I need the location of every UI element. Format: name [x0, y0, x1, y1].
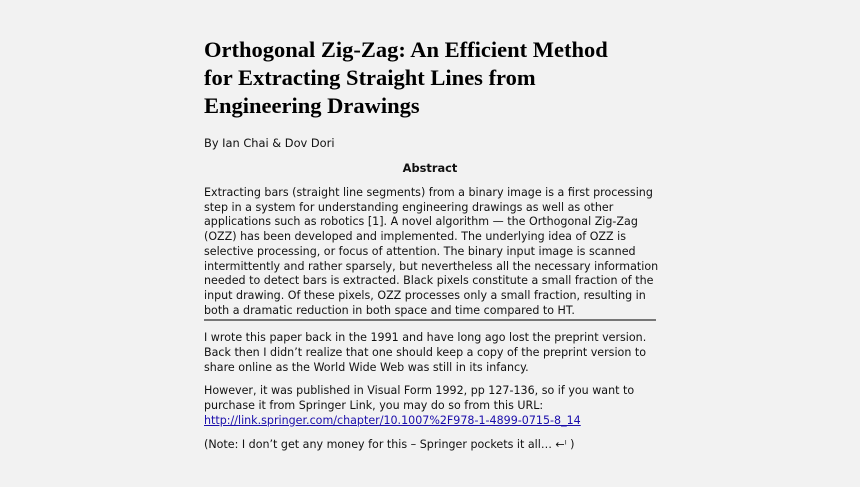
abstract-line: input drawing. Of these pixels, OZZ processes only a small fraction, resulting in [204, 288, 646, 302]
paper-title-line-2: for Extracting Straight Lines from [204, 65, 536, 90]
abstract-line: selective processing, or focus of attention. The binary input image is scanned [204, 244, 636, 258]
abstract-line: Extracting bars (straight line segments) from a binary image is a first processing [204, 186, 653, 199]
document-content [204, 36, 659, 452]
paper-title-line-1: Orthogonal Zig-Zag: An Efficient Method [204, 37, 608, 62]
abstract-body [204, 186, 659, 318]
abstract-line: (OZZ) has been developed and implemented. The underlying idea of OZZ is [204, 230, 627, 244]
abstract-line: intermittently and rather sparsely, but nevertheless all the necessary information [204, 259, 659, 273]
note-line: I wrote this paper back in the 1991 and have long ago lost the preprint version. [204, 331, 647, 345]
note-paragraph-history [204, 331, 656, 375]
note-line: purchase it from Springer Link, you may do so from this URL: [204, 399, 544, 413]
note-line: share online as the World Wide Web was still in its infancy. [204, 360, 529, 374]
abstract-heading: Abstract [402, 161, 458, 175]
note-paragraph-purchase [204, 384, 656, 428]
abstract-line: applications such as robotics [1]. A novel algorithm — the Orthogonal Zig-Zag [204, 215, 638, 229]
springer-link[interactable]: http://link.springer.com/chapter/10.1007%2F978-1-4899-0715-8_14 [204, 413, 581, 427]
paper-title [204, 36, 656, 120]
note-line: However, it was published in Visual Form 1992, pp 127-136, so if you want to [204, 384, 635, 398]
paper-title-line-3: Engineering Drawings [204, 93, 420, 118]
note-line: Back then I didn’t realize that one should keep a copy of the preprint version to [204, 346, 647, 360]
section-divider [204, 319, 656, 321]
paper-authors: By Ian Chai & Dov Dori [204, 136, 335, 150]
abstract-line: both a dramatic reduction in both space and time compared to HT. [204, 303, 575, 317]
note-paragraph-disclaimer: (Note: I don’t get any money for this – Springer pockets it all… ←ˡ ) [204, 437, 575, 451]
abstract-line: step in a system for understanding engineering drawings as well as other [204, 200, 614, 214]
abstract-line: needed to detect bars is extracted. Black pixels constitute a small fraction of the [204, 274, 654, 288]
